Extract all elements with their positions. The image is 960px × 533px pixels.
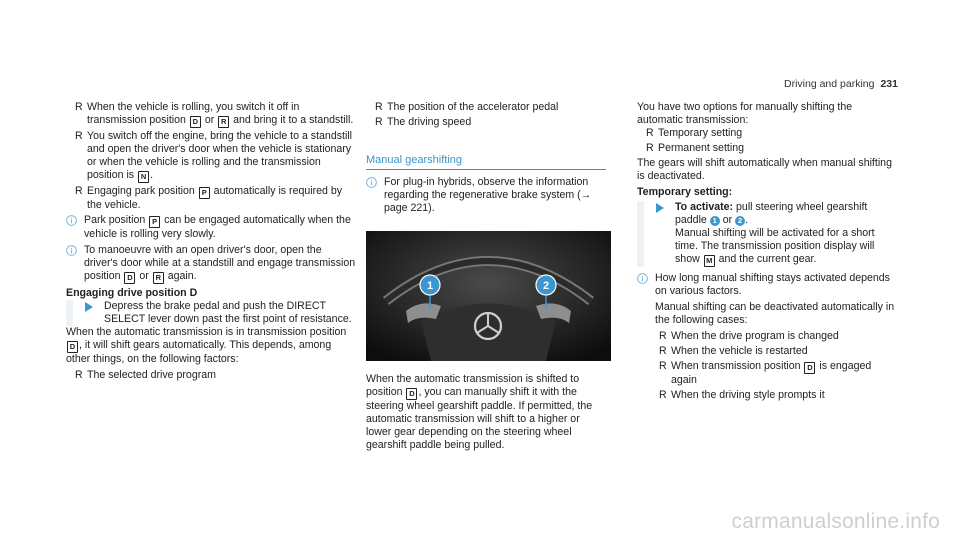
transmission-r-symbol: R [218, 116, 229, 128]
transmission-d-symbol: D [406, 388, 417, 400]
bullet-marker: R [375, 116, 383, 128]
column-3 [637, 101, 897, 405]
instruction-step: To activate: pull steering wheel gearshift paddle 1 or 2 . Manual shifting will be activated for a short time. The transmission position display will show M and the current gear. [637, 201, 897, 267]
list-item: R Permanent setting [646, 142, 744, 154]
list-item: R The position of the accelerator pedal [375, 101, 559, 113]
bullet-marker: R [659, 360, 667, 372]
list-item: R When the vehicle is rolling, you switch it off in transmission position D or R and bring it to a standstill. [75, 101, 354, 126]
callout-2: 2 [542, 280, 550, 292]
callout-2-badge: 2 [735, 216, 745, 226]
bullet-marker: R [75, 185, 83, 197]
paragraph: When the automatic transmission is in transmission position D , it will shift gears automatically. This depends, among other things, on the following factors: [66, 326, 347, 365]
bullet-marker: R [75, 369, 83, 381]
bullet-marker: R [375, 101, 383, 113]
transmission-r-symbol: R [153, 272, 164, 284]
header-title: Driving and parking [784, 78, 875, 90]
list-item: R Engaging park position P automatically is required by the vehicle. [75, 185, 343, 211]
note-icon [366, 177, 377, 188]
note: To manoeuvre with an open driver's door, open the driver's door while at a standstill and engage transmission position D or R again. [66, 244, 356, 284]
column-1 [66, 101, 356, 384]
transmission-p-symbol: P [199, 187, 210, 199]
section-heading: Engaging drive position D [66, 287, 198, 299]
note: For plug-in hybrids, observe the information regarding the regenerative brake system (→ page 221). [366, 176, 606, 215]
list-item: R You switch off the engine, bring the vehicle to a standstill and open the driver's door when the vehicle is stationary or when the vehicle is rolling and the transmission position is N . [75, 130, 353, 181]
bullet-marker: R [646, 142, 654, 154]
bullet-marker: R [659, 330, 667, 342]
transmission-p-symbol: P [149, 216, 160, 228]
transmission-d-symbol: D [124, 272, 135, 284]
paragraph: You have two options for manually shifting the automatic transmission: [637, 101, 853, 126]
bullet-marker: R [75, 101, 83, 113]
transmission-n-symbol: N [138, 171, 149, 183]
transmission-d-symbol: D [67, 341, 78, 353]
transmission-m-symbol: M [704, 255, 715, 267]
list-item: R Temporary setting [646, 127, 743, 139]
paragraph: The gears will shift automatically when manual shifting is deactivated. [637, 157, 892, 182]
list-item: R When the driving style prompts it [659, 389, 825, 401]
instruction-step: Depress the brake pedal and push the DIRECT SELECT lever down past the first point of resistance. [66, 300, 356, 326]
step-arrow-icon [85, 302, 93, 312]
note-icon [66, 215, 77, 226]
list-item: R The driving speed [375, 116, 472, 128]
list-item: R When the drive program is changed [659, 330, 839, 342]
bullet-marker: R [75, 130, 83, 142]
page-header [784, 78, 898, 91]
note-icon [637, 273, 648, 284]
bullet-marker: R [659, 345, 667, 357]
steering-wheel-photo [366, 231, 611, 361]
column-2 [366, 101, 606, 452]
section-heading: Temporary setting: [637, 186, 733, 198]
bullet-marker: R [646, 127, 654, 139]
callout-1: 1 [426, 280, 434, 292]
list-item: R When the vehicle is restarted [659, 345, 808, 357]
paragraph: When the automatic transmission is shifted to position D , you can manually shift it with the steering wheel gearshift paddle. If permitted, the automatic transmission will shift to a higher or lower gear depending on the steering wheel gearshift paddle being pulled. [366, 373, 593, 451]
list-item: R The selected drive program [75, 369, 216, 381]
note: How long manual shifting stays activated depends on various factors. Manual shifting can be deactivated automatically in the following cases: R When the drive program is changed R When the vehicle is restarted R When transmission position D is engaged again R When the driving style prompts it [637, 272, 897, 402]
bullet-marker: R [659, 389, 667, 401]
transmission-d-symbol: D [190, 116, 201, 128]
list-item: R When transmission position D is engaged again [659, 360, 872, 386]
section-title: Manual gearshifting [366, 154, 606, 170]
page-number: 231 [880, 78, 898, 90]
callout-1-badge: 1 [710, 216, 720, 226]
note: Park position P can be engaged automatically when the vehicle is rolling very slowly. [66, 214, 356, 241]
transmission-d-symbol: D [804, 362, 815, 374]
step-arrow-icon [656, 203, 664, 213]
watermark: carmanualsonline.info [731, 510, 940, 533]
note-icon [66, 245, 77, 256]
